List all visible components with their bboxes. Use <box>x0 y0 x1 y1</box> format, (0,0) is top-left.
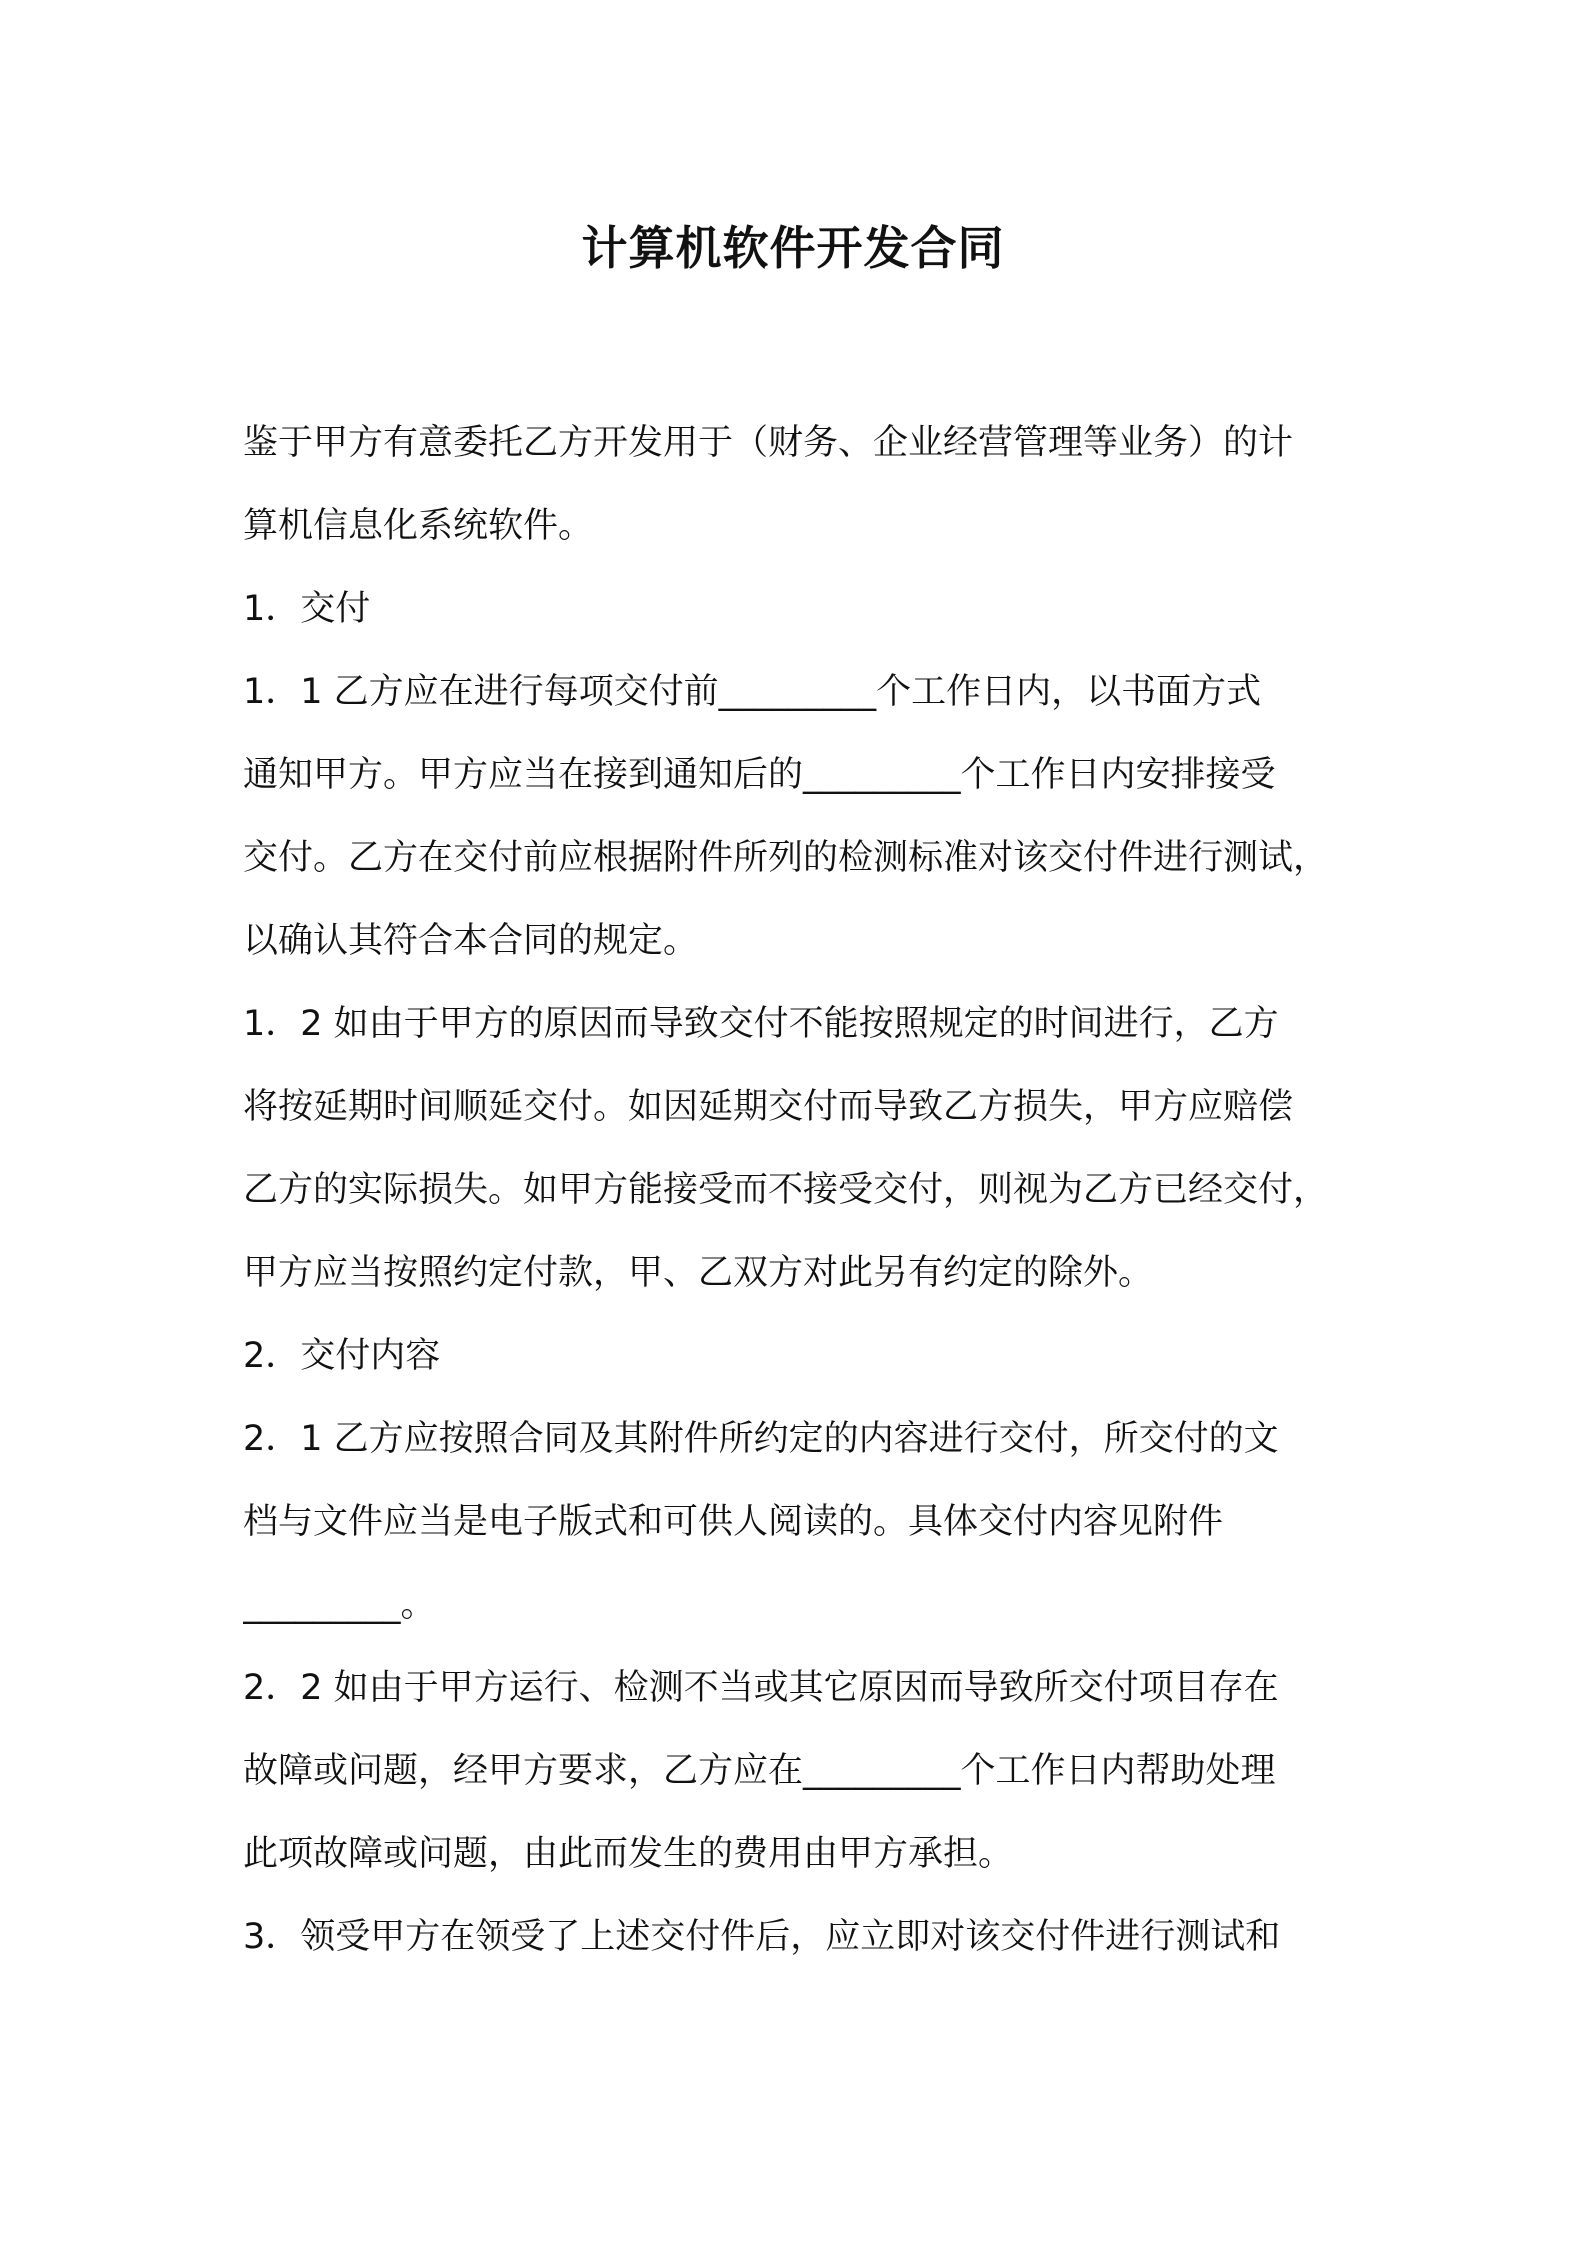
paragraph-line-8: 将按延期时间顺延交付。如因延期交付而导致乙方损失，甲方应赔偿 <box>243 1087 1294 1127</box>
paragraph-line-10: 甲方应当按照约定付款，甲、乙双方对此另有约定的除外。 <box>243 1253 1154 1293</box>
document-body <box>243 402 1363 1979</box>
paragraph-line-11: 2．1 乙方应按照合同及其附件所约定的内容进行交付，所交付的文 <box>243 1419 1279 1459</box>
paragraph-line-12: 档与文件应当是电子版式和可供人阅读的。具体交付内容见附件 <box>243 1502 1224 1542</box>
paragraph-line-14: 2．2 如由于甲方运行、检测不当或其它原因而导致所交付项目存在 <box>243 1668 1279 1708</box>
paragraph-line-4: 通知甲方。甲方应当在接到通知后的_________个工作日内安排接受 <box>243 755 1276 795</box>
document-title: 计算机软件开发合同 <box>581 221 1005 275</box>
paragraph-line-3: 1．1 乙方应在进行每项交付前_________个工作日内，以书面方式 <box>243 672 1262 712</box>
section-heading-2: 2．交付内容 <box>243 1336 441 1376</box>
paragraph-line-7: 1．2 如由于甲方的原因而导致交付不能按照规定的时间进行，乙方 <box>243 1004 1279 1044</box>
paragraph-line-15: 故障或问题，经甲方要求，乙方应在_________个工作日内帮助处理 <box>243 1751 1276 1791</box>
paragraph-line-6: 以确认其符合本合同的规定。 <box>243 921 699 961</box>
section-heading-3: 3．领受甲方在领受了上述交付件后，应立即对该交付件进行测试和 <box>243 1917 1281 1957</box>
section-heading-1: 1．交付 <box>243 589 371 629</box>
paragraph-line-13: _________。 <box>243 1585 436 1625</box>
paragraph-line-5: 交付。乙方在交付前应根据附件所列的检测标准对该交付件进行测试， <box>243 838 1329 878</box>
paragraph-line-1: 鉴于甲方有意委托乙方开发用于（财务、企业经营管理等业务）的计 <box>243 423 1294 463</box>
paragraph-line-16: 此项故障或问题，由此而发生的费用由甲方承担。 <box>243 1834 1014 1874</box>
paragraph-line-2: 算机信息化系统软件。 <box>243 506 594 546</box>
paragraph-line-9: 乙方的实际损失。如甲方能接受而不接受交付，则视为乙方已经交付， <box>243 1170 1329 1210</box>
